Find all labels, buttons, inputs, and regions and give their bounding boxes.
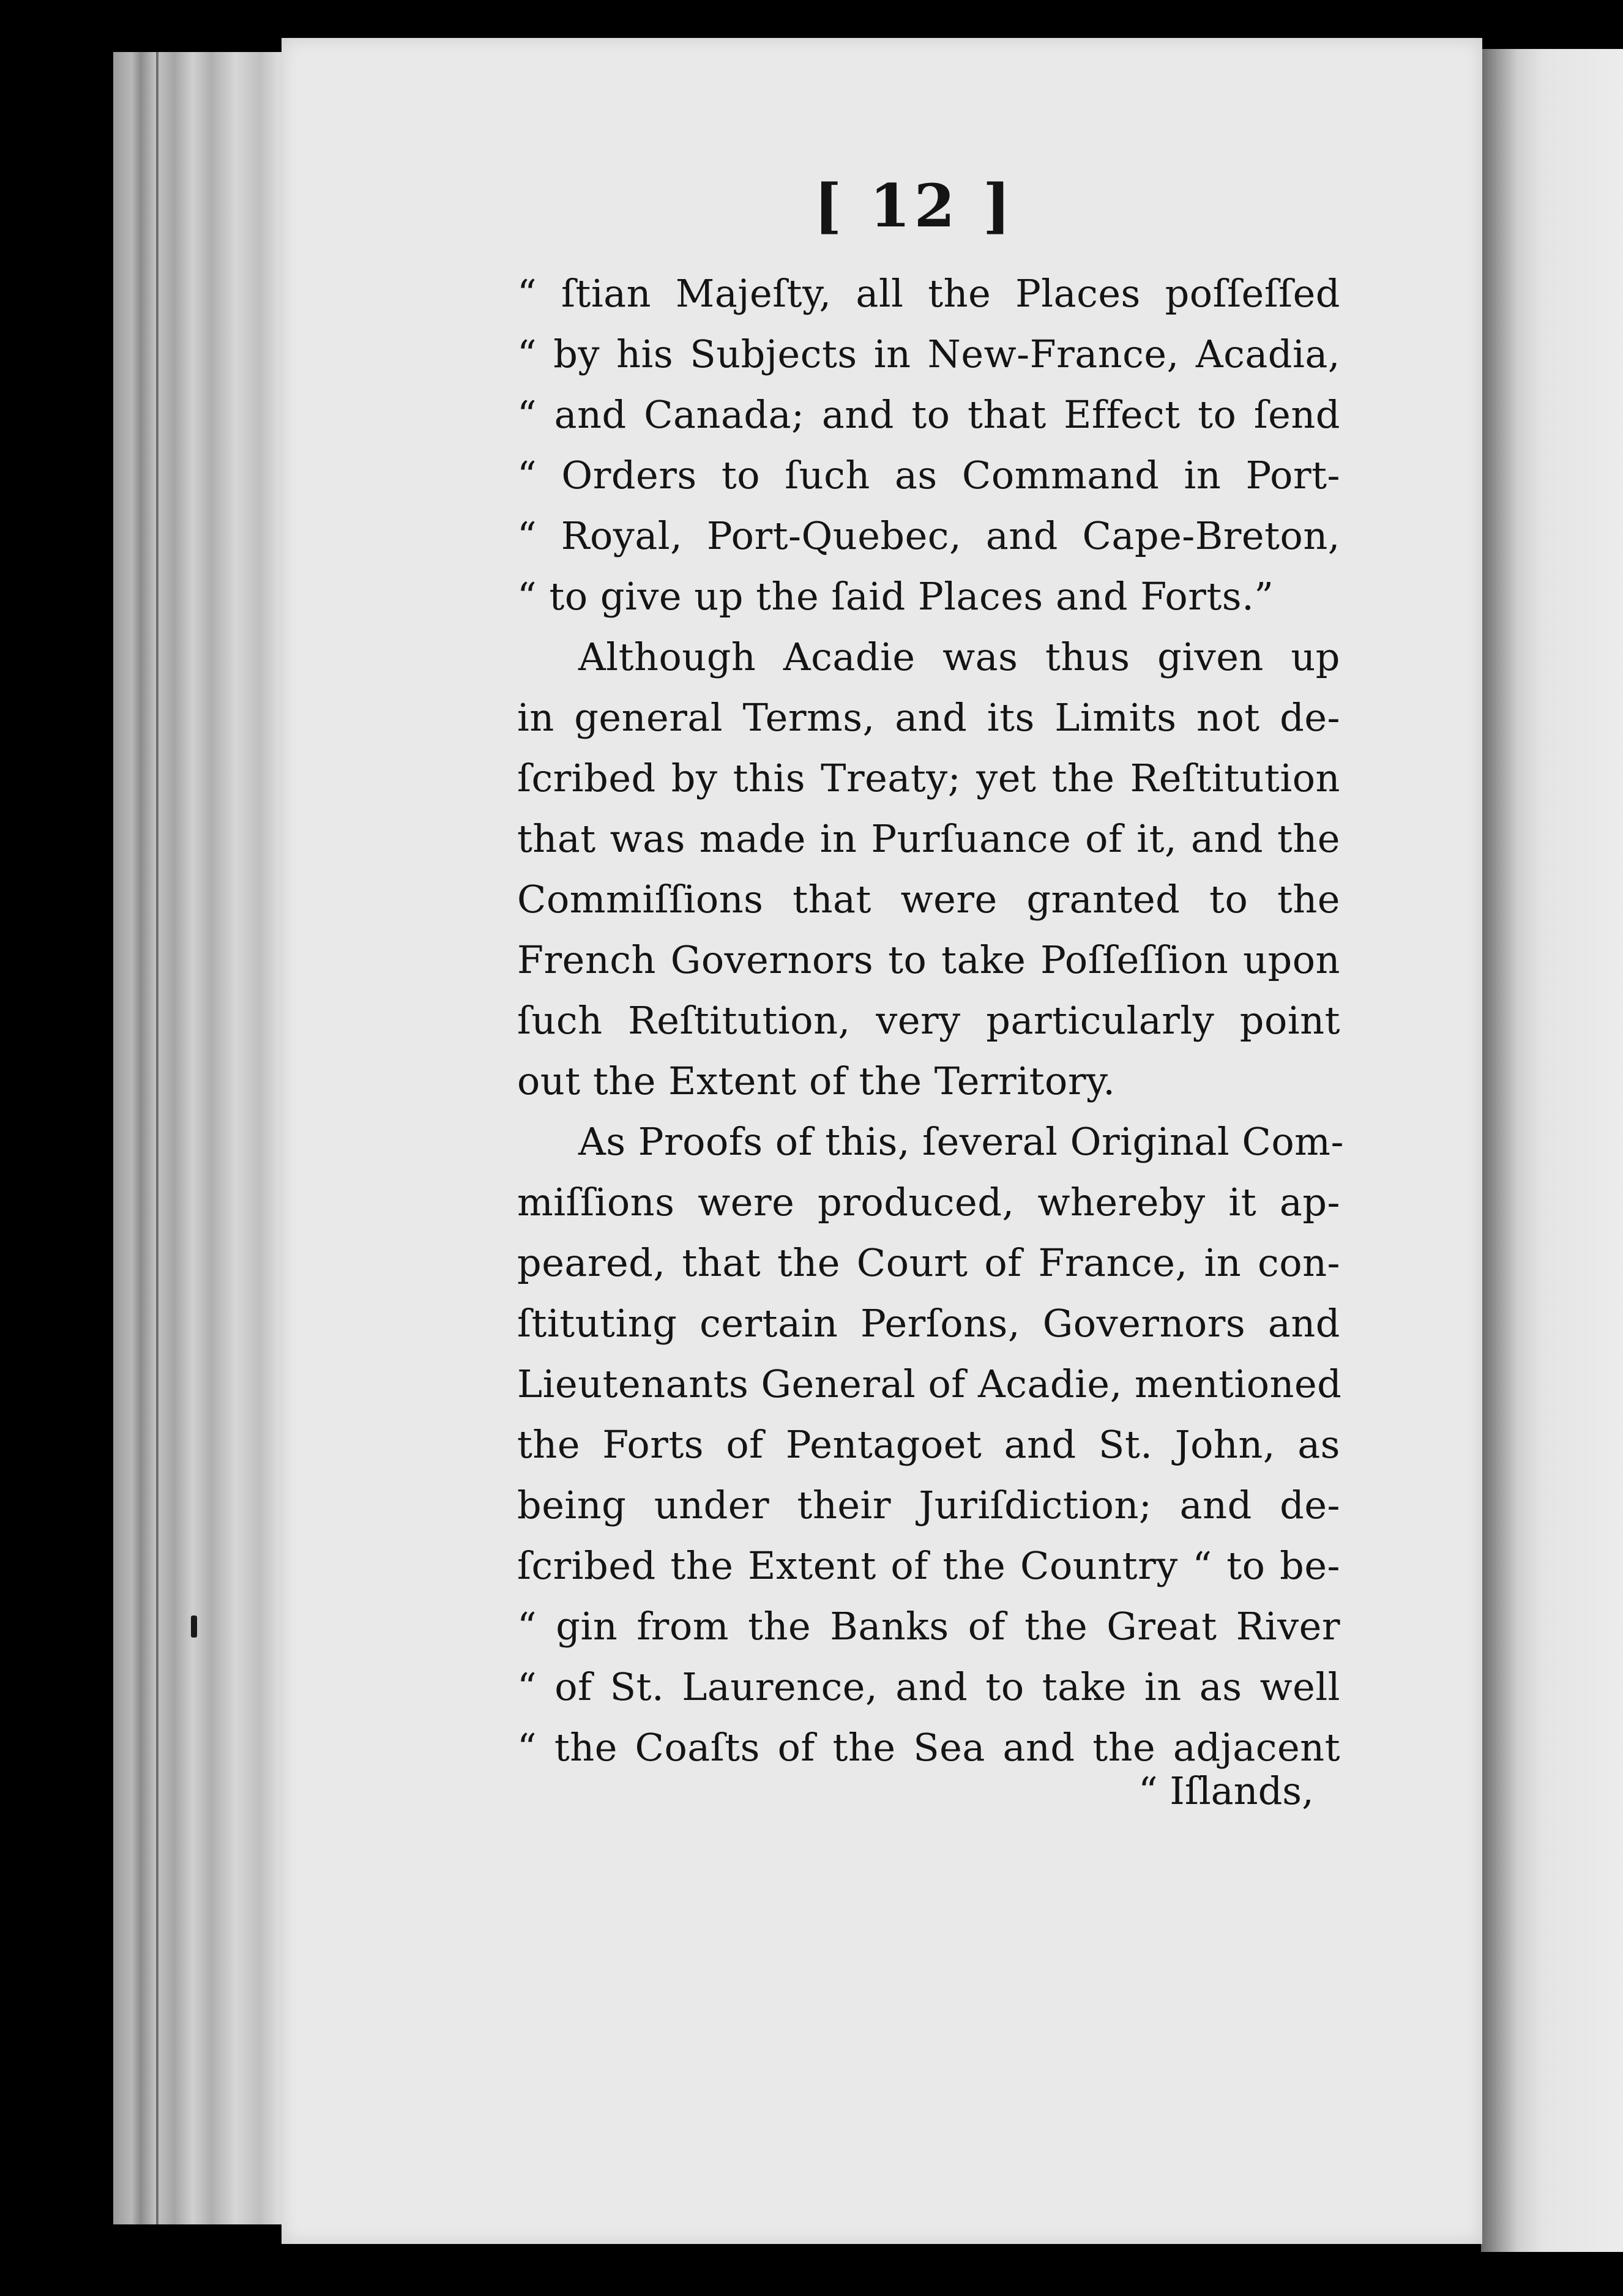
text-line: in general Terms, and its Limits not de- bbox=[517, 695, 1340, 740]
text-line: “ by his Subjects in New-France, Acadia, bbox=[517, 332, 1340, 376]
text-line: ſuch Reſtitution, very particularly point bbox=[517, 998, 1340, 1043]
margin-mark bbox=[191, 1616, 197, 1638]
catchword: “ Iſlands, bbox=[1138, 1769, 1314, 1813]
body-text bbox=[517, 263, 1344, 1778]
text-line: Although Acadie was thus given up bbox=[578, 635, 1340, 679]
text-line: “ Orders to ſuch as Command in Port- bbox=[517, 453, 1340, 498]
text-line: Commiſſions that were granted to the bbox=[517, 877, 1340, 922]
text-line: Lieutenants General of Acadie, mentioned bbox=[517, 1362, 1342, 1406]
text-line: ſcribed by this Treaty; yet the Reſtitution bbox=[517, 756, 1340, 800]
text-line: “ gin from the Banks of the Great River bbox=[517, 1604, 1340, 1649]
text-line: miſſions were produced, whereby it ap- bbox=[517, 1180, 1340, 1224]
text-line: “ Royal, Port-Quebec, and Cape-Breton, bbox=[517, 513, 1340, 558]
text-line: “ of St. Laurence, and to take in as well bbox=[517, 1664, 1340, 1709]
text-line: out the Extent of the Territory. bbox=[517, 1059, 1116, 1103]
page-number-header: [ 12 ] bbox=[814, 171, 1015, 240]
book-right-page-edge bbox=[1481, 49, 1623, 2252]
text-line: “ to give up the ſaid Places and Forts.” bbox=[517, 574, 1274, 619]
book-left-page-edges bbox=[113, 52, 291, 2224]
text-line: “ the Coaſts of the Sea and the adjacent bbox=[517, 1725, 1340, 1770]
text-line: ſtituting certain Perſons, Governors and bbox=[517, 1301, 1340, 1346]
text-line: the Forts of Pentagoet and St. John, as bbox=[517, 1422, 1340, 1467]
text-line: peared, that the Court of France, in con- bbox=[517, 1240, 1340, 1285]
text-line: French Governors to take Poſſeſſion upon bbox=[517, 937, 1340, 982]
page-edge-shadow bbox=[156, 52, 159, 2224]
text-line: As Proofs of this, ſeveral Original Com- bbox=[578, 1119, 1344, 1164]
text-line: being under their Juriſdiction; and de- bbox=[517, 1483, 1340, 1527]
text-line: ſcribed the Extent of the Country “ to be- bbox=[517, 1543, 1340, 1588]
text-line: “ and Canada; and to that Effect to ſend bbox=[517, 392, 1340, 437]
text-line: that was made in Purſuance of it, and the bbox=[517, 816, 1340, 861]
text-line: “ ſtian Majeſty, all the Places poſſeſſed bbox=[517, 271, 1340, 316]
